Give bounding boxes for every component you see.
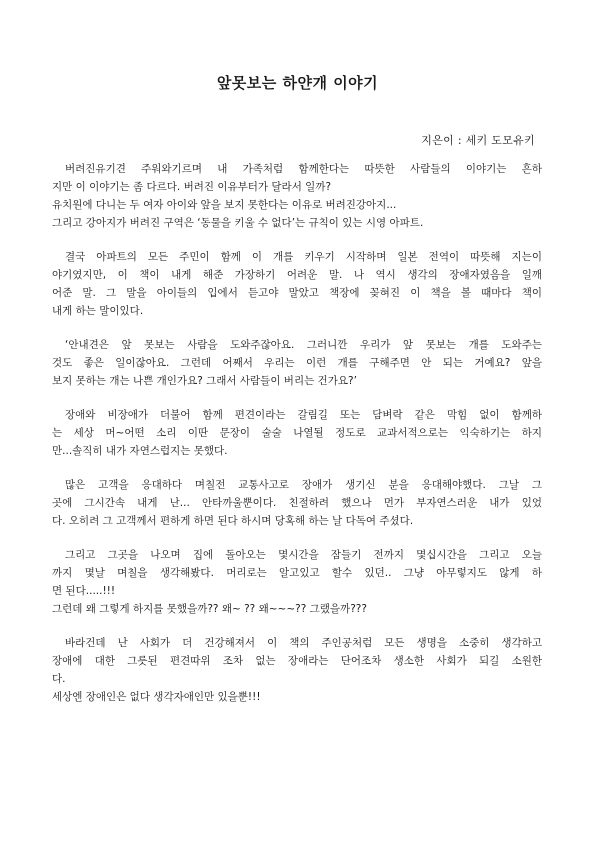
text-line: 장애와 비장애가 더불어 함께 편견이라는 갈림길 또는 담벼락 같은 막힘 없이 함께하	[65, 409, 542, 421]
text-line: 것도 좋은 일이잖아요. 그런데 어째서 우리는 이런 개를 구해주면 안 되는 거예요? 앞을	[52, 357, 542, 369]
text-line: 어준 말. 그 말을 아이들의 입에서 듣고야 말았고 책장에 꽂혀진 이 책을 볼 때마다 책이	[52, 287, 542, 299]
text-line: 결국 아파트의 모든 주민이 함께 이 개를 키우기 시작하며 일본 전역이 따뜻해 지는이	[65, 251, 542, 263]
text-line: 그런데 왜 그렇게 하지를 못했을까?? 왜~ ?? 왜~~~?? 그랬을까???	[52, 603, 367, 615]
text-line: 는 세상 머~어떤 소리 이딴 문장이 술술 나열될 정도로 교과서적으로는 익숙하기는 하지	[52, 427, 542, 439]
paragraph	[52, 160, 542, 232]
body-text	[52, 160, 542, 722]
text-line: 다.	[52, 673, 66, 685]
text-line: 많은 고객을 응대하다 며칠전 교통사고로 장애가 생기신 분을 응대해야했다. 그날 그	[65, 479, 542, 491]
paragraph	[52, 248, 542, 320]
text-line: 만...솔직히 내가 자연스럽지는 못했다.	[52, 445, 228, 457]
text-line: 버려진유기견 주워와기르며 내 가족처럼 함께한다는 따뜻한 사람들의 이야기는 흔하	[65, 163, 542, 175]
text-line: 다. 오히려 그 고객께서 편하게 하면 된다 하시며 당혹해 하는 날 다독여 주셨다.	[52, 515, 414, 527]
text-line: 그리고 강아지가 버려진 구역은 ‘동물을 키울 수 없다’는 규칙이 있는 시영 아파트.	[52, 217, 424, 229]
text-line: 보지 못하는 개는 나쁜 개인가요? 그래서 사람들이 버리는 건가요?’	[52, 375, 357, 387]
text-line: 면 된다.....!!!	[52, 585, 116, 597]
paragraph	[52, 336, 542, 390]
text-line: 지만 이 이야기는 좀 다르다. 버려진 이유부터가 달라서 일까?	[52, 181, 332, 193]
text-line: 유치원에 다니는 두 여자 아이와 앞을 보지 못한다는 이유로 버려진강아지...	[52, 199, 397, 211]
paragraph	[52, 546, 542, 618]
text-line: 바라건데 난 사회가 더 건강해져서 이 책의 주인공처럼 모든 생명을 소중히 생각하고	[65, 637, 542, 649]
text-line: 곳에 그시간속 내게 난... 안타까울뿐이다. 친절하려 했으나 먼가 부자연스러운 내가 있었	[52, 497, 542, 509]
text-line: 그리고 그곳을 나오며 집에 돌아오는 몇시간을 잠들기 전까지 몇십시간을 그리고 오늘	[65, 549, 542, 561]
author-line: 지은이 : 세키 도모유키	[421, 134, 535, 147]
text-line: 장애에 대한 그릇된 편견따위 조차 없는 장애라는 단어조차 생소한 사회가 되길 소원한	[52, 655, 542, 667]
text-line: 까지 몇날 며칠을 생각해봤다. 머리로는 알고있고 할수 있던.. 그냥 아무렇지도 않게 하	[52, 567, 542, 579]
paragraph	[52, 406, 542, 460]
paragraph	[52, 634, 542, 706]
text-line: 야기였지만, 이 책이 내게 해준 가장하기 어려운 말. 나 역시 생각의 장애자였음을 일깨	[52, 269, 542, 281]
document-title: 앞못보는 하얀개 이야기	[216, 74, 379, 92]
text-line: 세상엔 장애인은 없다 생각자애인만 있을뿐!!!	[52, 691, 261, 703]
text-line: 내게 하는 말이있다.	[52, 305, 144, 317]
text-line: ‘안내견은 앞 못보는 사람을 도와주잖아요. 그러니깐 우리가 앞 못보는 개를 도와주는	[65, 339, 542, 351]
paragraph	[52, 476, 542, 530]
